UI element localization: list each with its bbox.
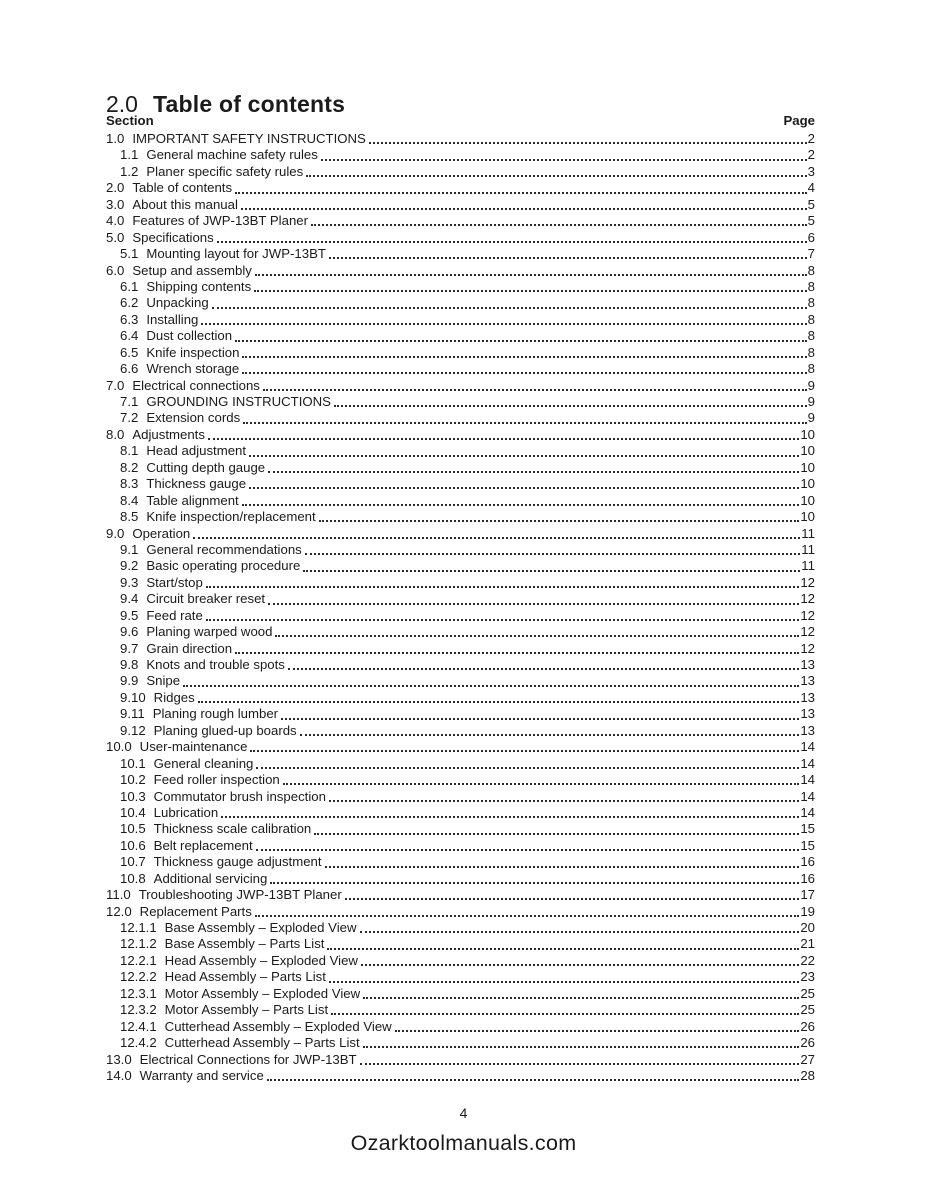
toc-dot-leader [305,553,801,555]
toc-entry [106,279,815,295]
toc-entry-title: About this manual [132,196,238,212]
toc-entry-number: 12.2.1 [120,952,157,968]
toc-entry [106,673,815,689]
toc-entry-number: 11.0 [106,887,131,903]
toc-dot-leader [319,520,800,522]
toc-entry-title: Thickness gauge [146,476,247,492]
toc-entry-title: General machine safety rules [146,147,318,163]
toc-entry-title: Planer specific safety rules [146,163,304,179]
toc-entry-title: Thickness scale calibration [153,821,312,837]
toc-entry-page: 16 [800,854,815,870]
toc-dot-leader [270,882,799,884]
toc-dot-leader [208,438,799,440]
toc-entry-number: 9.9 [120,673,139,689]
toc-entry-page: 5 [807,196,815,212]
toc-entry-title: Grain direction [146,640,233,656]
toc-entry-page: 22 [800,952,815,968]
toc-entry [106,1052,815,1068]
toc-entry-page: 3 [807,163,815,179]
toc-column-headers [106,113,815,128]
toc-entry [106,197,815,213]
toc-entry-number: 7.1 [120,394,139,409]
toc-entry-page: 25 [800,985,815,1001]
toc-entry [106,1068,815,1084]
toc-entry-number: 9.0 [106,525,125,541]
toc-entry-title: Base Assembly – Exploded View [164,920,357,935]
toc-entry-number: 6.0 [106,262,125,278]
toc-entry-page: 13 [800,657,815,672]
toc-entry [106,131,815,147]
toc-entry-number: 14.0 [106,1067,132,1083]
toc-entry-number: 8.3 [120,476,139,492]
toc-dot-leader [321,159,807,161]
toc-entry-title: Extension cords [146,410,241,426]
toc-entry [106,460,815,476]
toc-entry [106,263,815,279]
toc-entry-title: Head adjustment [146,443,247,459]
toc-entry-page: 8 [807,311,815,327]
toc-dot-leader [334,405,807,407]
toc-entry [106,493,815,509]
toc-entry-title: Cutterhead Assembly – Exploded View [164,1018,392,1034]
toc-entry-page: 21 [800,936,815,952]
toc-dot-leader [361,964,799,966]
toc-entry-number: 12.0 [106,903,132,919]
toc-entry-title: IMPORTANT SAFETY INSTRUCTIONS [132,131,366,146]
toc-entry-page: 2 [807,131,815,146]
toc-entry [106,542,815,558]
toc-entry [106,624,815,640]
toc-entry [106,361,815,377]
toc-entry-title: Ridges [153,689,195,705]
toc-dot-leader [255,274,807,276]
toc-entry-page: 8 [807,344,815,360]
toc-entry-title: Planing glued-up boards [153,722,297,738]
toc-entry-number: 6.4 [120,328,139,344]
toc-entry-number: 9.6 [120,624,139,640]
toc-entry-page: 12 [800,574,815,590]
toc-dot-leader [363,1046,800,1048]
toc-entry [106,558,815,574]
toc-entry-number: 10.0 [106,739,132,755]
toc-entry-number: 8.2 [120,459,139,475]
toc-dot-leader [198,701,800,703]
toc-entry-page: 12 [800,640,815,656]
toc-entry-number: 12.1.1 [120,920,157,935]
toc-entry-number: 1.2 [120,163,139,179]
toc-dot-leader [267,1079,800,1081]
toc-entry-page: 5 [807,213,815,229]
toc-entry-number: 13.0 [106,1051,132,1067]
toc-entry-title: Commutator brush inspection [153,788,326,804]
toc-entry-number: 9.1 [120,541,139,557]
toc-entry-title: Adjustments [132,426,205,442]
toc-entry-number: 9.2 [120,558,139,574]
toc-entry [106,164,815,180]
toc-entry-page: 8 [807,361,815,377]
toc-entry-title: Planing warped wood [146,624,273,640]
toc-entry-title: Installing [146,311,199,327]
toc-entry-title: Base Assembly – Parts List [164,936,325,952]
toc-entry-title: Mounting layout for JWP-13BT [146,246,326,262]
toc-entry-page: 7 [807,246,815,262]
footer-page-number: 4 [459,1105,468,1121]
toc-dot-leader [281,718,799,720]
toc-dot-leader [329,257,807,259]
toc-entry-page: 9 [807,377,815,393]
toc-entry [106,526,815,542]
toc-entry-page: 12 [800,607,815,623]
toc-entry-page: 8 [807,278,815,294]
toc-dot-leader [217,241,807,243]
toc-dot-leader [249,487,799,489]
toc-entry [106,690,815,706]
toc-dot-leader [314,833,799,835]
toc-entry-number: 6.2 [120,295,139,311]
toc-entry [106,427,815,443]
toc-dot-leader [254,290,806,292]
toc-entry-page: 9 [807,394,815,409]
toc-entry-title: Circuit breaker reset [146,591,266,607]
toc-entry-number: 5.0 [106,229,125,245]
title-text: Table of contents [152,91,346,118]
toc-entry-page: 17 [800,887,815,903]
toc-entry-title: Planing rough lumber [152,706,279,722]
toc-entry [106,706,815,722]
toc-dot-leader [255,915,800,917]
toc-entry [106,641,815,657]
toc-entry [106,953,815,969]
toc-entry-page: 13 [800,689,815,705]
toc-entry-number: 8.4 [120,492,139,508]
toc-dot-leader [329,981,799,983]
toc-entry-number: 3.0 [106,196,125,212]
toc-list [106,131,815,1084]
toc-entry [106,443,815,459]
toc-entry [106,657,815,673]
toc-dot-leader [345,898,800,900]
toc-entry-page: 28 [800,1067,815,1083]
toc-entry-title: Dust collection [146,328,233,344]
toc-entry-number: 4.0 [106,213,125,229]
toc-entry-title: Start/stop [146,574,203,590]
toc-entry-number: 10.6 [120,837,146,853]
toc-dot-leader [241,208,807,210]
toc-dot-leader [212,307,807,309]
toc-entry-page: 13 [800,706,815,722]
toc-entry-page: 26 [800,1018,815,1034]
toc-entry-number: 9.11 [120,706,145,722]
toc-entry-page: 10 [800,426,815,442]
toc-dot-leader [331,1013,799,1015]
toc-entry-number: 9.7 [120,640,139,656]
toc-entry-title: Cutterhead Assembly – Parts List [164,1035,360,1051]
toc-entry-title: User-maintenance [139,739,248,755]
toc-entry-page: 13 [800,673,815,689]
toc-dot-leader [242,356,806,358]
toc-entry [106,230,815,246]
toc-entry-page: 8 [807,328,815,344]
toc-entry-title: GROUNDING INSTRUCTIONS [146,394,331,409]
toc-entry [106,854,815,870]
toc-entry [106,920,815,936]
toc-entry [106,986,815,1002]
toc-entry-page: 12 [800,591,815,607]
toc-entry-title: Electrical connections [132,377,260,393]
toc-entry-title: Feed roller inspection [153,772,280,788]
toc-dot-leader [325,866,800,868]
toc-dot-leader [206,586,800,588]
toc-entry-number: 10.8 [120,870,146,886]
toc-entry-number: 6.1 [120,278,139,294]
toc-dot-leader [193,537,800,539]
toc-entry [106,871,815,887]
toc-entry-page: 10 [800,459,815,475]
toc-entry-page: 26 [800,1035,815,1051]
toc-entry-number: 12.1.2 [120,936,157,952]
toc-dot-leader [288,668,799,670]
toc-entry-number: 9.8 [120,657,139,672]
toc-entry-title: Table of contents [132,180,233,196]
toc-entry-page: 14 [800,788,815,804]
toc-dot-leader [283,783,800,785]
toc-entry [106,887,815,903]
toc-entry [106,213,815,229]
toc-entry-page: 11 [801,558,815,574]
toc-entry [106,575,815,591]
toc-entry-page: 2 [807,147,815,163]
toc-entry-number: 10.1 [120,755,146,771]
toc-entry [106,147,815,163]
toc-entry-title: Additional servicing [153,870,268,886]
toc-dot-leader [268,603,799,605]
toc-entry-page: 14 [800,772,815,788]
toc-entry-number: 12.3.2 [120,1002,157,1018]
toc-entry [106,345,815,361]
toc-entry-page: 10 [800,443,815,459]
toc-entry-number: 10.7 [120,854,146,870]
toc-dot-leader [235,192,807,194]
toc-entry-title: Unpacking [146,295,209,311]
toc-header-section: Section [106,113,154,128]
toc-entry-page: 10 [800,492,815,508]
toc-dot-leader [206,619,800,621]
toc-entry [106,509,815,525]
toc-entry-number: 9.4 [120,591,139,607]
toc-entry-page: 14 [800,755,815,771]
toc-entry-title: Electrical Connections for JWP-13BT [139,1051,357,1067]
toc-entry-number: 10.5 [120,821,146,837]
toc-dot-leader [327,948,799,950]
toc-entry-page: 10 [800,509,815,525]
toc-dot-leader [263,389,807,391]
toc-entry-page: 13 [800,722,815,738]
toc-entry-title: Motor Assembly – Parts List [164,1002,329,1018]
toc-entry-title: Operation [132,525,191,541]
toc-entry [106,1002,815,1018]
toc-entry [106,772,815,788]
toc-entry-title: Head Assembly – Exploded View [164,952,358,968]
toc-entry-number: 5.1 [120,246,139,262]
toc-dot-leader [329,800,799,802]
toc-dot-leader [300,734,800,736]
toc-entry-page: 14 [800,804,815,820]
toc-entry-title: Basic operating procedure [146,558,301,574]
toc-entry-page: 19 [800,903,815,919]
toc-entry-number: 1.0 [106,131,125,146]
footer-watermark: Ozarktoolmanuals.com [350,1131,577,1155]
toc-entry [106,805,815,821]
toc-entry-page: 11 [801,541,815,557]
toc-entry-title: Wrench storage [146,361,240,377]
toc-entry-page: 9 [807,410,815,426]
toc-dot-leader [275,635,799,637]
toc-entry-page: 16 [800,870,815,886]
toc-dot-leader [303,570,800,572]
toc-entry-title: Feed rate [146,607,203,623]
toc-entry-title: Knots and trouble spots [146,657,285,672]
toc-entry [106,608,815,624]
toc-entry [106,904,815,920]
toc-entry-number: 10.4 [120,804,146,820]
toc-entry-title: Features of JWP-13BT Planer [132,213,309,229]
toc-entry [106,410,815,426]
toc-entry [106,1035,815,1051]
toc-entry-number: 2.0 [106,180,125,196]
toc-entry-number: 8.1 [120,443,139,459]
toc-entry-page: 10 [800,476,815,492]
toc-entry-number: 9.5 [120,607,139,623]
toc-entry [106,723,815,739]
toc-dot-leader [243,422,806,424]
title-section-number: 2.0 [106,91,138,118]
toc-header-page: Page [783,113,815,128]
toc-entry [106,180,815,196]
toc-entry-page: 11 [801,525,815,541]
toc-entry [106,1019,815,1035]
toc-dot-leader [242,504,800,506]
toc-entry-title: Cutting depth gauge [146,459,266,475]
toc-entry-title: Knife inspection [146,344,240,360]
toc-dot-leader [369,142,807,144]
toc-entry [106,476,815,492]
toc-entry [106,312,815,328]
toc-entry-title: Setup and assembly [132,262,252,278]
toc-entry-title: Belt replacement [153,837,253,853]
toc-entry [106,821,815,837]
toc-dot-leader [311,224,807,226]
toc-entry-page: 6 [807,229,815,245]
toc-dot-leader [242,372,806,374]
toc-entry-number: 12.4.2 [120,1035,157,1051]
toc-entry-page: 20 [800,920,815,935]
toc-entry-title: Knife inspection/replacement [146,509,316,525]
toc-entry [106,394,815,410]
toc-entry-title: Replacement Parts [139,903,252,919]
toc-entry-number: 10.3 [120,788,146,804]
toc-entry-page: 8 [807,295,815,311]
toc-dot-leader [256,767,799,769]
toc-entry [106,378,815,394]
toc-entry-page: 4 [807,180,815,196]
toc-entry-page: 15 [800,821,815,837]
toc-entry-title: Head Assembly – Parts List [164,969,326,985]
toc-entry-title: Lubrication [153,804,219,820]
toc-entry [106,838,815,854]
toc-entry [106,756,815,772]
toc-entry-number: 6.3 [120,311,139,327]
toc-dot-leader [360,1063,800,1065]
toc-entry-title: Warranty and service [139,1067,264,1083]
toc-entry-page: 15 [800,837,815,853]
toc-dot-leader [250,750,799,752]
toc-entry-title: Thickness gauge adjustment [153,854,322,870]
toc-entry-number: 9.12 [120,722,146,738]
toc-entry-number: 1.1 [120,147,139,163]
toc-entry [106,328,815,344]
toc-entry-number: 9.10 [120,689,146,705]
toc-entry-page: 14 [800,739,815,755]
toc-entry-number: 6.6 [120,361,139,377]
toc-entry-page: 25 [800,1002,815,1018]
toc-entry-number: 12.4.1 [120,1018,157,1034]
toc-dot-leader [363,997,799,999]
toc-entry-title: General recommendations [146,541,302,557]
toc-dot-leader [221,816,799,818]
toc-entry-title: Motor Assembly – Exploded View [164,985,361,1001]
toc-dot-leader [235,652,799,654]
toc-entry [106,295,815,311]
toc-entry-title: Specifications [132,229,214,245]
toc-entry [106,789,815,805]
toc-entry-page: 8 [807,262,815,278]
toc-dot-leader [256,849,800,851]
toc-dot-leader [306,175,806,177]
toc-entry [106,591,815,607]
toc-entry-number: 9.3 [120,574,139,590]
toc-dot-leader [235,340,807,342]
toc-entry-page: 27 [800,1051,815,1067]
toc-entry-title: Table alignment [146,492,239,508]
toc-entry [106,739,815,755]
toc-dot-leader [249,455,799,457]
toc-entry-number: 7.2 [120,410,139,426]
toc-entry-number: 6.5 [120,344,139,360]
toc-dot-leader [183,685,799,687]
toc-entry [106,969,815,985]
toc-entry-title: Shipping contents [146,278,252,294]
toc-entry-page: 12 [800,624,815,640]
toc-dot-leader [268,471,799,473]
toc-entry-title: General cleaning [153,755,254,771]
toc-entry-title: Troubleshooting JWP-13BT Planer [138,887,342,903]
toc-entry-number: 12.2.2 [120,969,157,985]
toc-dot-leader [201,323,806,325]
toc-entry [106,936,815,952]
toc-entry-number: 8.0 [106,426,125,442]
toc-dot-leader [360,931,800,933]
toc-entry-number: 12.3.1 [120,985,157,1001]
toc-entry-number: 8.5 [120,509,139,525]
toc-entry-title: Snipe [146,673,181,689]
toc-dot-leader [395,1030,800,1032]
toc-entry-number: 10.2 [120,772,146,788]
toc-entry-page: 23 [800,969,815,985]
toc-entry-number: 7.0 [106,377,125,393]
toc-entry [106,246,815,262]
